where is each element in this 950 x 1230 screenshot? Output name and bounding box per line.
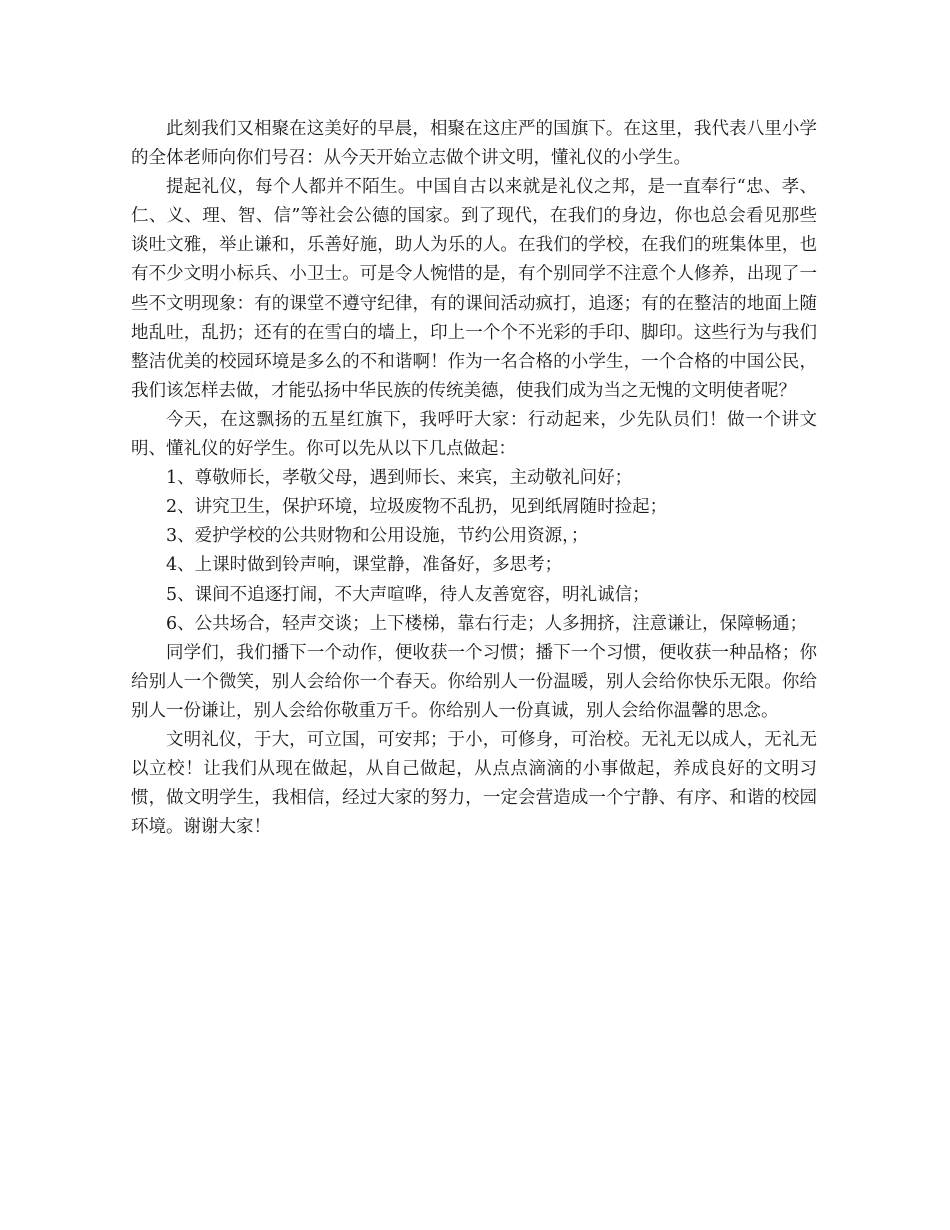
paragraph-habits: 同学们，我们播下一个动作，便收获一个习惯；播下一个习惯，便收获一种品格；你给别人一个微笑，别人会给你一个春天。你给别人一份温暖，别人会给你快乐无限。你给别人一份谦让，别人会给你敬重万千。你给别人一份真诚，别人会给你温馨的思念。 — [131, 642, 817, 721]
paragraph-call-to-action: 今天，在这飘扬的五星红旗下，我呼吁大家：行动起来，少先队员们！做一个讲文明、懂礼仪的好学生。你可以先从以下几点做起： — [131, 409, 817, 460]
paragraph-opening: 此刻我们又相聚在这美好的早晨，相聚在这庄严的国旗下。在这里，我代表八里小学的全体老师向你们号召：从今天开始立志做个讲文明，懂礼仪的小学生。 — [131, 119, 817, 169]
paragraph-conclusion: 文明礼仪，于大，可立国，可安邦；于小，可修身，可治校。无礼无以成人，无礼无以立校！让我们从现在做起，从自己做起，从点点滴滴的小事做起，养成良好的文明习惯，做文明学生，我相信，经过大家的努力，一定会营造成一个宁静、有序、和谐的校园环境。谢谢大家！ — [131, 729, 817, 838]
list-item: 2、讲究卫生，保护环境，垃圾废物不乱扔，见到纸屑随时捡起； — [166, 497, 668, 518]
list-item: 1、尊敬师长，孝敬父母，遇到师长、来宾，主动敬礼问好； — [166, 468, 633, 489]
list-item: 5、课间不追逐打闹，不大声喧哗，待人友善宽容，明礼诚信； — [166, 584, 650, 605]
paragraph-etiquette-intro: 提起礼仪，每个人都并不陌生。中国自古以来就是礼仪之邦，是一直奉行“忠、孝、仁、义、理、智、信”等社会公德的国家。到了现代，在我们的身边，你也总会看见那些谈吐文雅，举止谦和，乐善好施，助人为乐的人。在我们的学校，在我们的班集体里，也有不少文明小标兵、小卫士。可是令人惋惜的是，有个别同学不注意个人修养，出现了一些不文明现象：有的课堂不遵守纪律，有的课间活动疯打，追逐；有的在整洁的地面上随地乱吐，乱扔；还有的在雪白的墙上，印上一个个不光彩的手印、脚印。这些行为与我们整洁优美的校园环境是多么的不和谐啊！作为一名合格的小学生，一个合格的中国公民，我们该怎样去做，才能弘扬中华民族的传统美德，使我们成为当之无愧的文明使者呢？ — [131, 177, 817, 401]
document-body — [131, 115, 817, 842]
list-item: 6、公共场合，轻声交谈；上下楼梯，靠右行走；人多拥挤，注意谦让，保障畅通； — [166, 613, 808, 634]
list-item: 4、上课时做到铃声响，课堂静，准备好，多思考； — [166, 555, 563, 576]
list-item: 3、爱护学校的公共财物和公用设施，节约公用资源，； — [166, 526, 589, 547]
